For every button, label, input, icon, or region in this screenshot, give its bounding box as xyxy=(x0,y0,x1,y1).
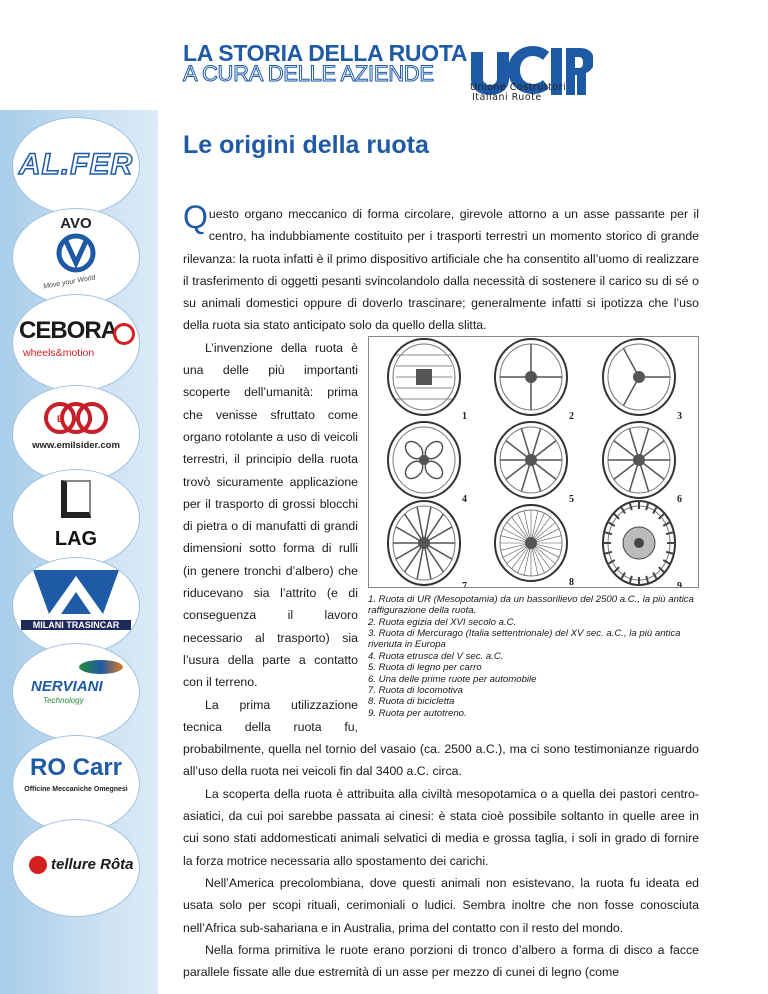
wheels-figure xyxy=(368,336,699,588)
figure-number-1: 1 xyxy=(462,410,467,422)
wheel-drawing-4 xyxy=(388,422,467,505)
figure-number-9: 9 xyxy=(677,580,682,587)
wheel-drawing-8 xyxy=(495,505,574,587)
avo-wheel-icon xyxy=(56,233,96,273)
paragraph-1: Questo organo meccanico di forma circolare, girevole attorno a un asse passante per il centro, ha indubbiamente costituito per i trasporti terrestri un momento storico di grande rilevanza: la ruota infatti è il primo dispositivo artificiale che ha consentito all’uomo di realizzare il trasferimento di oggetti pesanti svincolandolo dalla necessità di sostenere il carico su di sé o su animali domestici oppure di doverlo trascinare; generalmente infatti si ipotizza che l’uso della ruota sia stato anticipato solo da quello della slitta. xyxy=(183,199,699,333)
wheel-drawing-2 xyxy=(495,339,574,422)
page-title: Le origini della ruota xyxy=(183,131,429,159)
nerviani-swoosh-icon xyxy=(79,660,123,674)
logo-emi: E M I www.emilsider.com xyxy=(13,386,139,482)
paragraph-6: Nella forma primitiva le ruote erano porzioni di tronco d’albero a forma di disco a facce parallele fissate alle due estremità di un asse per mezzo di cunei di legno (come xyxy=(183,942,699,980)
wheels-illustration xyxy=(369,337,698,587)
svg-text:M: M xyxy=(73,414,81,424)
series-title: LA STORIA DELLA RUOTA xyxy=(183,40,468,66)
paragraph-2: L’invenzione della ruota è una delle più importanti scoperte dell’umanità: prima che venisse sfruttato come organo rotolante a uso di veicoli terrestri, il principio della ruota trovò sicuramente applicazione per il trasporto di grossi blocchi di pietra o di manufatti di grandi dimensioni sotto forma di rulli (in genere tronchi d’albero) che riducevano sia l’attrito (e di conseguenza il lavoro necessario al trasporto) sia l’usura della parte a contatto con il terreno. xyxy=(183,340,358,690)
svg-text:I: I xyxy=(90,414,93,424)
logo-avo: AVO Move your World xyxy=(13,209,139,305)
logo-nerviani: NERVIANI Technology xyxy=(13,644,139,740)
cebora-wheel-icon xyxy=(113,323,135,345)
logo-alfer: AL.FER xyxy=(13,118,139,214)
wheel-drawing-5 xyxy=(495,422,574,505)
figure-number-4: 4 xyxy=(462,493,467,505)
wheel-drawing-3 xyxy=(603,339,682,422)
figure-number-2: 2 xyxy=(569,410,574,422)
wheel-drawing-7 xyxy=(388,501,467,587)
logo-lag: LAG xyxy=(13,470,139,566)
paragraph-4: La scoperta della ruota è attribuita alla civiltà mesopotamica o a quella dei pastori centro-asiatici, da cui poi sarebbe passata ai cinesi: è stata cioè possibile soltanto in quelle aree in cui sono stati addomesticati animali selvatici di media e grossa taglia, i soli in grado di fornire la forza motrice necessaria allo spostamento dei carichi. xyxy=(183,786,699,868)
article-body xyxy=(183,199,699,983)
logo-tellure-rota: tellure Rôta xyxy=(13,820,139,916)
wheel-drawing-9 xyxy=(603,501,682,587)
logo-milani-trasincar: MILANI TRASINCAR xyxy=(13,558,139,654)
drop-cap: Q xyxy=(183,199,208,235)
wheel-drawing-6 xyxy=(603,422,682,505)
ucir-tagline: Unione Costruttori Italiani Ruote xyxy=(470,82,567,103)
paragraph-3: La prima utilizzazione tecnica della ruota fu, probabilmente, quella nel tornio del vasaio (ca. 2500 a.C.), ma ci sono testimonianze riguardo all’uso della ruota nei veicoli fin dal 3400 a.C. circa. xyxy=(183,697,699,779)
paragraph-5: Nell’America precolombiana, dove questi animali non esistevano, la ruota fu ideata ed usata solo per scopi rituali, cerimoniali o ludici. Sembra inoltre che non fosse conosciuta nell’Africa sub-sahariana e in Australia, prima del contatto con il resto del mondo. xyxy=(183,875,699,935)
emi-rings-icon xyxy=(43,400,109,436)
figure-number-7: 7 xyxy=(462,580,467,587)
svg-text:E: E xyxy=(57,414,64,424)
logo-cebora: CEBORA wheels&motion xyxy=(13,295,139,391)
milani-mountain-icon xyxy=(33,566,119,616)
figure-number-6: 6 xyxy=(677,493,682,505)
wheel-drawing-1 xyxy=(388,339,467,422)
sponsor-sidebar xyxy=(0,110,158,994)
logo-rocarr: RO Carr Officine Meccaniche Omegnesi xyxy=(13,736,139,832)
figure-number-8: 8 xyxy=(569,576,574,587)
tellure-badge-icon xyxy=(29,856,47,874)
series-subtitle: A CURA DELLE AZIENDE xyxy=(183,61,434,86)
figure-caption: 1. Ruota di UR (Mesopotamia) da un bassorilievo del 2500 a.C., la più antica raffigurazione della ruota. 2. Ruota egizia del XVI secolo a.C. 3. Ruota di Mercurago (Italia settentrionale) del XV sec. a.C., la più antica rivenuta in Europa 4. Ruota etrusca del V sec. a.C. 5. Ruota di legno per carro 6. Una delle prime ruote per automobile 7. Ruota di locomotiva 8. Ruota di bicicletta 9. Ruota per autotreno. xyxy=(368,593,694,719)
figure-number-5: 5 xyxy=(569,493,574,505)
figure-number-3: 3 xyxy=(677,410,682,422)
lag-mark-icon xyxy=(61,480,91,518)
